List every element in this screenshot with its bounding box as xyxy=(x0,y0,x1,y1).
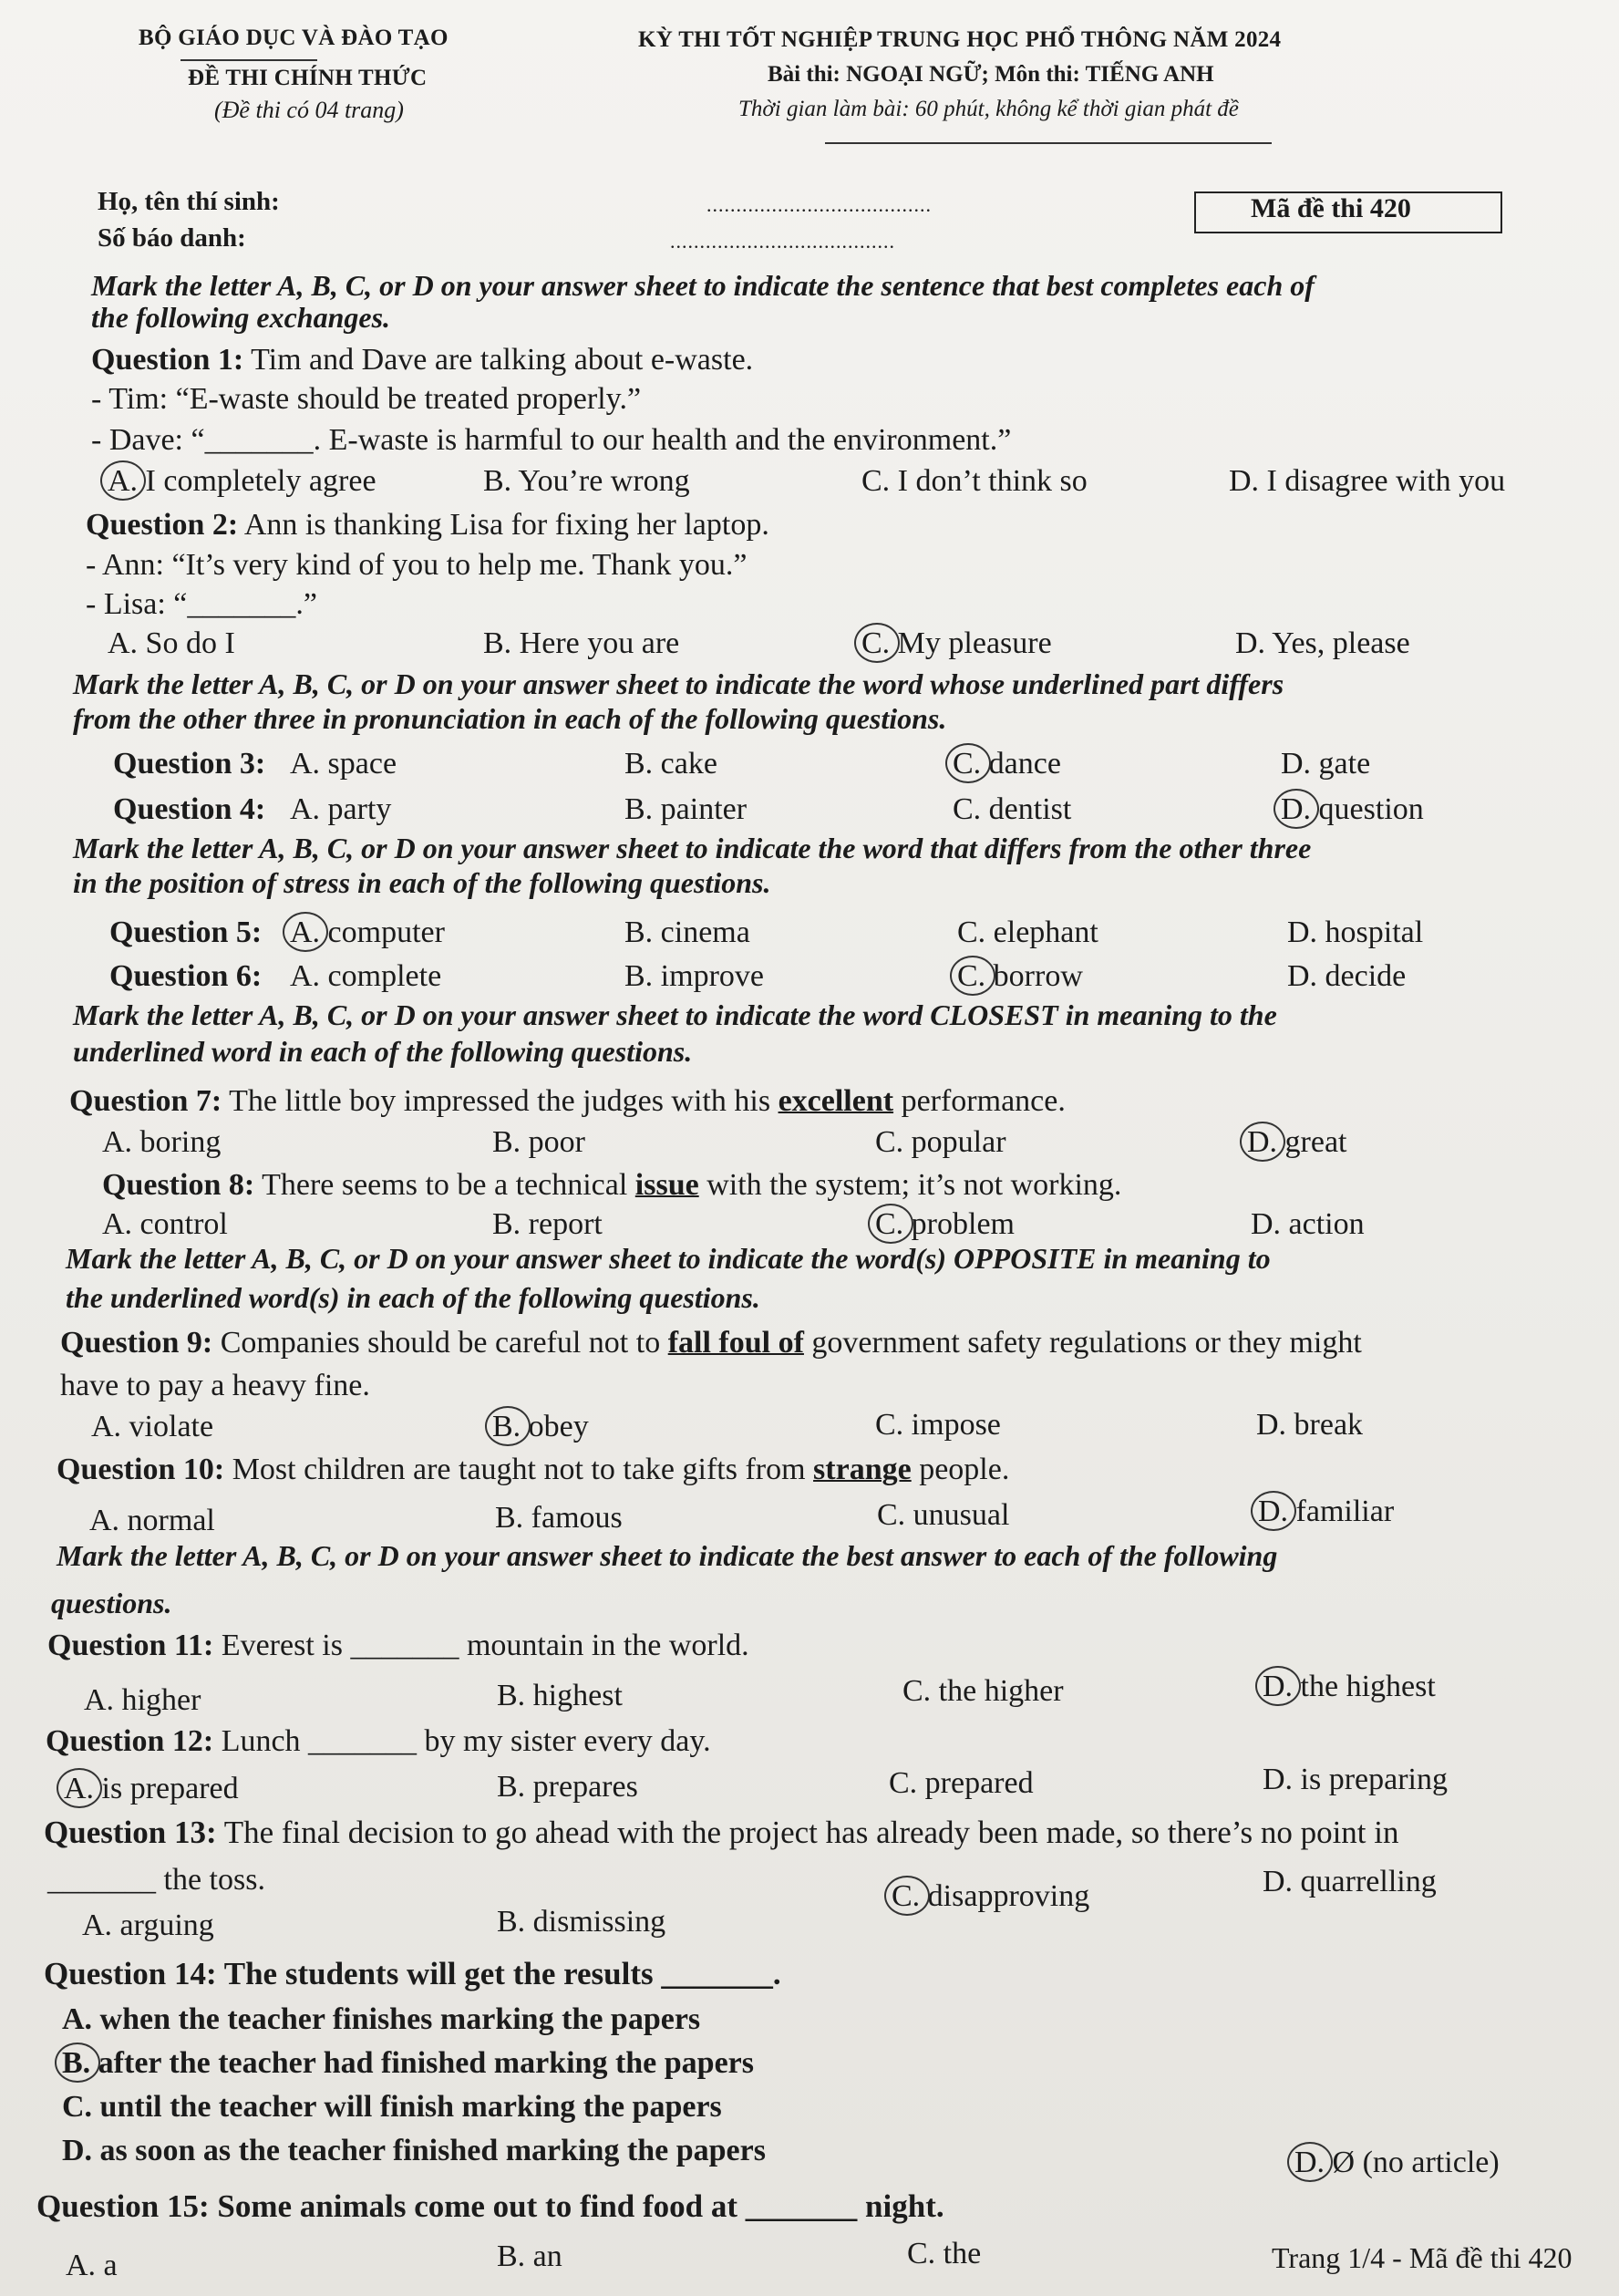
section-instruction: questions. xyxy=(51,1587,172,1619)
option-a[interactable]: A. boring xyxy=(102,1125,222,1159)
option-b[interactable]: B. dismissing xyxy=(497,1905,666,1939)
exam-code: Mã đề thi 420 xyxy=(1251,193,1411,223)
option-d[interactable]: D. is preparing xyxy=(1263,1763,1449,1796)
answer-mark xyxy=(100,460,146,501)
question-7: Question 7: The little boy impressed the judges with his excellent performance. xyxy=(69,1084,1066,1118)
exam-title: KỲ THI TỐT NGHIỆP TRUNG HỌC PHỔ THÔNG NĂM 2024 xyxy=(638,27,1282,52)
official-label: ĐỀ THI CHÍNH THỨC xyxy=(188,66,428,90)
page-count: (Đề thi có 04 trang) xyxy=(214,97,404,123)
option-a[interactable]: A. I completely agree xyxy=(108,464,376,498)
option-a[interactable]: A. complete xyxy=(290,959,442,993)
option-d[interactable]: D. action xyxy=(1251,1207,1365,1241)
dialogue-line: - Lisa: “_______.” xyxy=(86,587,317,621)
answer-mark xyxy=(1274,789,1319,829)
option-a[interactable]: A. is prepared xyxy=(64,1772,239,1805)
question-8: Question 8: There seems to be a technical issue with the system; it’s not working. xyxy=(102,1168,1122,1202)
section-instruction: Mark the letter A, B, C, or D on your answer sheet to indicate the word that differs from the other three xyxy=(73,832,1312,864)
candidate-id-field[interactable]: ...................................... xyxy=(670,230,895,253)
option-c[interactable]: C. dance xyxy=(953,747,1061,781)
option-d[interactable]: D. break xyxy=(1256,1408,1364,1442)
option-b[interactable]: B. prepares xyxy=(497,1770,638,1804)
answer-mark xyxy=(945,743,991,783)
option-d[interactable]: D. quarrelling xyxy=(1263,1865,1437,1898)
option-b[interactable]: B. report xyxy=(492,1207,603,1241)
option-d[interactable]: D. familiar xyxy=(1258,1494,1395,1528)
option-b[interactable]: B. an xyxy=(497,2239,562,2273)
option-b[interactable]: B. improve xyxy=(624,959,764,993)
option-c[interactable]: C. My pleasure xyxy=(861,626,1052,660)
header-rule xyxy=(180,59,317,61)
answer-mark xyxy=(1251,1491,1296,1531)
question-14: Question 14: The students will get the results _______. xyxy=(44,1956,781,1991)
option-c[interactable]: C. the higher xyxy=(902,1674,1064,1708)
question-text: Tim and Dave are talking about e-waste. xyxy=(251,343,754,377)
section-instruction: from the other three in pronunciation in each of the following questions. xyxy=(73,702,947,735)
option-c[interactable]: C. until the teacher will finish marking the papers xyxy=(62,2090,722,2124)
option-d[interactable]: D. as soon as the teacher finished marking the papers xyxy=(62,2134,766,2167)
section-instruction: Mark the letter A, B, C, or D on your answer sheet to indicate the word CLOSEST in meaning to the xyxy=(73,998,1277,1031)
question-9-cont: have to pay a heavy fine. xyxy=(60,1369,370,1402)
option-b[interactable]: B. highest xyxy=(497,1679,623,1712)
option-d[interactable]: D. Yes, please xyxy=(1235,626,1410,660)
section-instruction: Mark the letter A, B, C, or D on your answer sheet to indicate the word whose underlined part differs xyxy=(73,667,1284,700)
option-d[interactable]: D. question xyxy=(1281,792,1424,826)
question-10: Question 10: Most children are taught not to take gifts from strange people. xyxy=(57,1453,1010,1486)
option-d[interactable]: D. the highest xyxy=(1263,1670,1436,1703)
option-a[interactable]: A. violate xyxy=(91,1410,214,1443)
section-instruction: Mark the letter A, B, C, or D on your answer sheet to indicate the word(s) OPPOSITE in meaning to xyxy=(66,1242,1271,1275)
section-instruction: the following exchanges. xyxy=(91,301,391,334)
section-instruction: underlined word in each of the following questions. xyxy=(73,1035,693,1068)
answer-mark xyxy=(884,1876,930,1916)
answer-mark xyxy=(485,1406,531,1446)
option-c[interactable]: C. borrow xyxy=(957,959,1083,993)
dialogue-line: - Ann: “It’s very kind of you to help me. Thank you.” xyxy=(86,548,748,582)
option-b[interactable]: B. Here you are xyxy=(483,626,680,660)
question-15: Question 15: Some animals come out to find food at _______ night. xyxy=(36,2188,944,2224)
answer-mark xyxy=(55,2043,100,2083)
answer-mark xyxy=(868,1204,913,1244)
option-a[interactable]: A. control xyxy=(102,1207,228,1241)
option-a[interactable]: A. normal xyxy=(89,1504,215,1537)
option-c[interactable]: C. prepared xyxy=(889,1766,1034,1800)
option-a[interactable]: A. space xyxy=(290,747,397,781)
option-d[interactable]: D. I disagree with you xyxy=(1229,464,1506,498)
question-11: Question 11: Everest is _______ mountain in the world. xyxy=(47,1629,749,1662)
section-instruction: in the position of stress in each of the following questions. xyxy=(73,866,771,899)
candidate-id-label: Số báo danh: xyxy=(98,223,246,253)
option-b[interactable]: B. cinema xyxy=(624,915,750,949)
answer-mark xyxy=(1255,1666,1301,1706)
option-d[interactable]: D. Ø (no article) xyxy=(1294,2146,1500,2179)
option-b[interactable]: B. poor xyxy=(492,1125,585,1159)
option-c[interactable]: C. impose xyxy=(875,1408,1001,1442)
question-3: Question 3: xyxy=(113,747,266,781)
candidate-name-field[interactable]: ...................................... xyxy=(706,193,932,216)
option-c[interactable]: C. popular xyxy=(875,1125,1006,1159)
section-instruction: Mark the letter A, B, C, or D on your answer sheet to indicate the sentence that best completes each of xyxy=(91,269,1315,302)
question-6: Question 6: xyxy=(109,959,263,993)
answer-mark xyxy=(854,623,900,663)
option-d[interactable]: D. decide xyxy=(1287,959,1407,993)
option-b[interactable]: B. cake xyxy=(624,747,717,781)
answer-mark xyxy=(57,1768,102,1808)
question-13-cont: _______ the toss. xyxy=(47,1863,265,1897)
option-d[interactable]: D. hospital xyxy=(1287,915,1424,949)
option-b[interactable]: B. famous xyxy=(495,1501,623,1535)
question-4: Question 4: xyxy=(113,792,266,826)
option-b[interactable]: B. You’re wrong xyxy=(483,464,690,498)
ministry: BỘ GIÁO DỤC VÀ ĐÀO TẠO xyxy=(139,26,449,50)
option-a[interactable]: A. computer xyxy=(290,915,445,949)
question-13: Question 13: The final decision to go ahead with the project has already been made, so there’s no point in xyxy=(44,1815,1399,1850)
option-a[interactable]: A. higher xyxy=(84,1683,201,1717)
option-b[interactable]: B. after the teacher had finished marking the papers xyxy=(62,2046,755,2080)
question-1 xyxy=(91,342,753,377)
option-d[interactable]: D. gate xyxy=(1281,747,1371,781)
option-a[interactable]: A. a xyxy=(66,2249,118,2282)
option-d[interactable]: D. great xyxy=(1247,1125,1347,1159)
answer-mark xyxy=(950,956,995,996)
option-c[interactable]: C. elephant xyxy=(957,915,1098,949)
answer-mark xyxy=(1287,2142,1333,2182)
page-footer: Trang 1/4 - Mã đề thi 420 xyxy=(1272,2241,1573,2274)
question-12: Question 12: Lunch _______ by my sister every day. xyxy=(46,1724,711,1758)
option-a[interactable]: A. when the teacher finishes marking the papers xyxy=(62,2002,701,2036)
header-rule-2 xyxy=(825,142,1272,144)
answer-mark xyxy=(283,912,328,952)
dialogue-line: - Dave: “_______. E-waste is harmful to our health and the environment.” xyxy=(91,423,1012,457)
section-instruction: Mark the letter A, B, C, or D on your answer sheet to indicate the best answer to each of the following xyxy=(57,1539,1278,1572)
question-2: Question 2: Ann is thanking Lisa for fixing her laptop. xyxy=(86,508,769,542)
answer-mark xyxy=(1240,1122,1285,1162)
option-a[interactable]: A. party xyxy=(290,792,392,826)
exam-subject: Bài thi: NGOẠI NGỮ; Môn thi: TIẾNG ANH xyxy=(768,62,1214,87)
option-c[interactable]: C. I don’t think so xyxy=(861,464,1088,498)
option-b[interactable]: B. painter xyxy=(624,792,748,826)
option-c[interactable]: C. disapproving xyxy=(892,1879,1090,1913)
option-a[interactable]: A. arguing xyxy=(82,1908,214,1942)
option-c[interactable]: C. problem xyxy=(875,1207,1015,1241)
option-c[interactable]: C. unusual xyxy=(877,1498,1010,1532)
question-5: Question 5: xyxy=(109,915,263,949)
option-b[interactable]: B. obey xyxy=(492,1410,589,1443)
exam-time: Thời gian làm bài: 60 phút, không kể thời gian phát đề xyxy=(738,97,1239,121)
candidate-name-label: Họ, tên thí sinh: xyxy=(98,187,280,216)
dialogue-line: - Tim: “E-waste should be treated properly.” xyxy=(91,382,642,416)
option-a[interactable]: A. So do I xyxy=(108,626,235,660)
question-label: Question 1: xyxy=(91,343,244,377)
section-instruction: the underlined word(s) in each of the following questions. xyxy=(66,1281,760,1314)
option-c[interactable]: C. dentist xyxy=(953,792,1072,826)
option-c[interactable]: C. the xyxy=(907,2237,982,2270)
question-9: Question 9: Companies should be careful not to fall foul of government safety regulations or they might xyxy=(60,1326,1362,1360)
